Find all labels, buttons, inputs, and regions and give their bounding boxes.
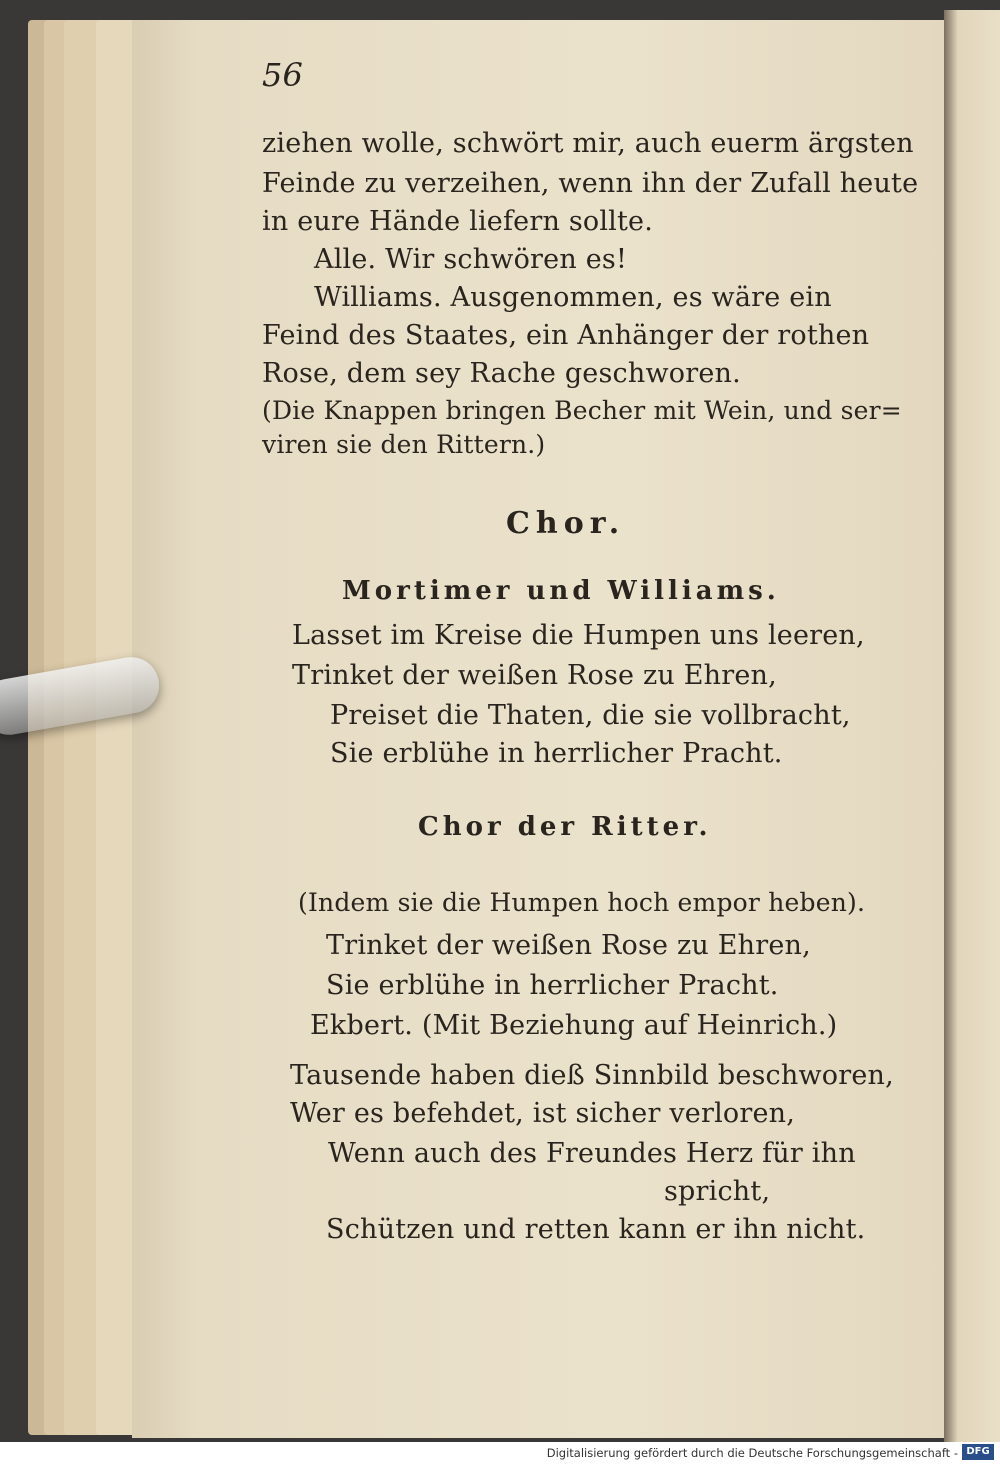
speaker-line: Williams. Ausgenommen, es wäre ein: [314, 282, 832, 313]
text-line: Feind des Staates, ein Anhänger der rothen: [262, 320, 870, 351]
text-line: ziehen wolle, schwört mir, auch euerm ärgsten: [262, 128, 914, 159]
speaker-heading: Mortimer und Williams.: [342, 576, 780, 606]
text-line: Feinde zu verzeihen, wenn ihn der Zufall heute: [262, 168, 919, 199]
verse-line: Wer es befehdet, ist sicher verloren,: [290, 1098, 796, 1129]
verse-line: Lasset im Kreise die Humpen uns leeren,: [292, 620, 865, 651]
speaker-line: Alle. Wir schwören es!: [314, 244, 627, 275]
speaker-heading: Chor der Ritter.: [418, 812, 712, 842]
section-heading: Chor.: [506, 506, 626, 541]
verse-line: Sie erblühe in herrlicher Pracht.: [326, 970, 779, 1001]
stage-direction: viren sie den Rittern.): [262, 430, 546, 459]
page-number: 56: [262, 56, 304, 94]
stage-direction: (Die Knappen bringen Becher mit Wein, und ser=: [262, 396, 902, 425]
verse-line: Trinket der weißen Rose zu Ehren,: [292, 660, 777, 691]
verse-line: Tausende haben dieß Sinnbild beschworen,: [290, 1060, 894, 1091]
verse-line: Schützen und retten kann er ihn nicht.: [326, 1214, 866, 1245]
dfg-logo: DFG: [962, 1444, 994, 1460]
verse-line: Sie erblühe in herrlicher Pracht.: [330, 738, 783, 769]
text-line: in eure Hände liefern sollte.: [262, 206, 654, 237]
verse-line: spricht,: [664, 1176, 771, 1207]
speaker-line: Ekbert. (Mit Beziehung auf Heinrich.): [310, 1010, 838, 1041]
verse-line: Preiset die Thaten, die sie vollbracht,: [330, 700, 851, 731]
stage-direction: (Indem sie die Humpen hoch empor heben).: [298, 888, 866, 917]
verse-line: Wenn auch des Freundes Herz für ihn: [328, 1138, 856, 1169]
facing-page-edge: [944, 10, 1000, 1442]
text-line: Rose, dem sey Rache geschworen.: [262, 358, 741, 389]
verse-line: Trinket der weißen Rose zu Ehren,: [326, 930, 811, 961]
funding-credit: Digitalisierung gefördert durch die Deutsche Forschungsgemeinschaft -: [546, 1446, 958, 1460]
